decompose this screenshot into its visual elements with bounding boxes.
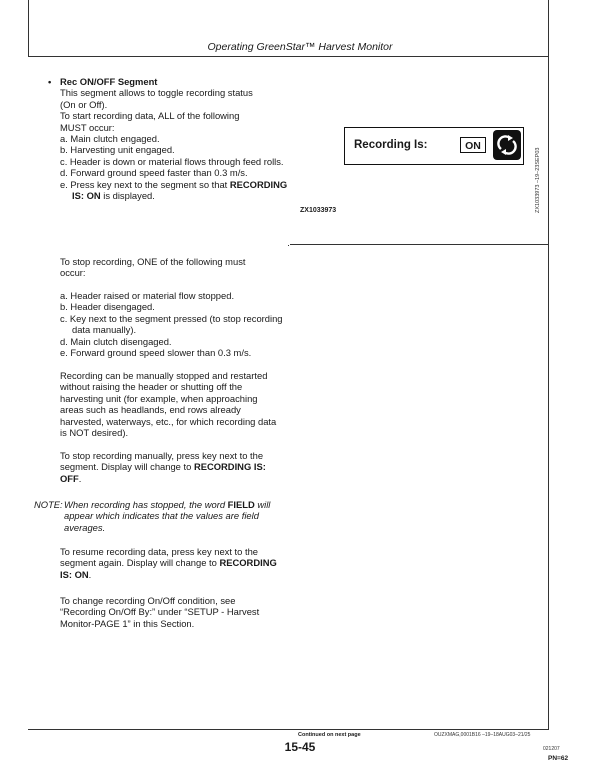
start-item-d: d. Forward ground speed faster than 0.3 m/s. [60, 167, 248, 179]
stop-manual-line-2-bold: RECORDING IS: [193, 461, 266, 473]
start-item-c: c. Header is down or material flows through feed rolls. [60, 155, 284, 167]
start-item-e [60, 179, 288, 202]
resume-line-2-text: segment again. Display will change to [60, 557, 217, 569]
stop-item-c: c. Key next to the segment pressed (to stop recording data manually). [60, 312, 283, 336]
figure-separator [290, 244, 549, 245]
start-conditions-list [60, 133, 288, 201]
document-reference: OUZXMAG,0001B16 –19–18AUG03–21/25 [434, 732, 531, 738]
stop-item-a: a. Header raised or material flow stopped. [60, 290, 235, 301]
resume-line-3-bold: IS: ON [60, 568, 89, 580]
stop-item-d: d. Main clutch disengaged. [60, 335, 172, 347]
stop-manual-line-2 [60, 461, 288, 472]
stop-item-b: b. Header disengaged. [60, 301, 155, 313]
start-item-e-bold: RECORDING IS: ON [72, 178, 288, 202]
start-item-e-suffix: is displayed. [103, 190, 155, 202]
resume-line-3-suffix: . [88, 568, 92, 580]
manual-line-1: Recording can be manually stopped and restarted [60, 370, 268, 381]
change-paragraph [60, 595, 288, 629]
start-intro-line-1: To start recording data, ALL of the following [60, 110, 240, 122]
stop-section [60, 256, 288, 279]
change-line-2: “Recording On/Off By:” under “SETUP - Harvest [60, 606, 260, 618]
resume-line-3 [60, 569, 288, 580]
footer-rule [28, 729, 549, 730]
stop-manual-line-3-suffix: . [78, 472, 82, 484]
recording-label: Recording Is: [354, 139, 428, 151]
manual-line-3: harvesting unit (for example, when approaching [60, 392, 258, 404]
note-block [34, 499, 290, 533]
start-item-a: a. Main clutch engaged. [60, 133, 160, 145]
resume-line-1: To resume recording data, press key next to the [60, 546, 259, 557]
figure-id: ZX1033973 [300, 207, 337, 214]
start-item-e-prefix: e. Press key next to the segment so that [60, 178, 228, 190]
stop-item-e: e. Forward ground speed slower than 0.3 m/s. [60, 347, 252, 359]
note-body [34, 499, 290, 533]
continued-note: Continued on next page [298, 732, 361, 738]
manual-line-5: harvested, waterways, etc., for which recording data [60, 415, 277, 427]
footer-code: 021207 [543, 746, 560, 752]
frame-right [548, 56, 549, 730]
stop-intro-line-1: To stop recording, ONE of the following must [60, 256, 246, 267]
manual-line-4: areas such as headlands, end rows already [60, 404, 241, 416]
toggle-icon [493, 130, 521, 160]
figure-rule-stub [288, 245, 289, 246]
change-line-3: Monitor-PAGE 1” in this Section. [60, 617, 195, 629]
intro-line-1: This segment allows to toggle recording status [60, 87, 253, 99]
stop-manual-line-1: To stop recording manually, press key next to the [60, 450, 264, 461]
change-line-1: To change recording On/Off condition, see [60, 595, 236, 606]
stop-conditions-list [60, 290, 288, 358]
note-suffix: will appear which indicates that the values are field averages. [64, 499, 271, 533]
note-label: NOTE: [34, 499, 63, 510]
start-item-b: b. Harvesting unit engaged. [60, 144, 175, 156]
recording-display-segment [344, 127, 524, 165]
resume-paragraph [60, 546, 288, 580]
stop-intro-line-2: occur: [60, 267, 86, 279]
section-title: Rec ON/OFF Segment [60, 76, 158, 87]
manual-line-2: without raising the header or shutting off the [60, 381, 243, 393]
rec-onoff-section: • Rec ON/OFF Segment This segment allows to toggle recording status (On or Off). To start recording data, ALL of the following MUST occur: a. Main clutch engaged. b. Harvesting unit engaged. c. Header is down or material flows through feed rolls. d. Forward ground speed faster than 0.3 m/s. e. Press key next to the segment so that RECORDING IS: ON is displayed. [48, 76, 288, 202]
stop-conditions [60, 290, 288, 358]
manual-line-6: is NOT desired). [60, 427, 129, 439]
intro-line-2: (On or Off). [60, 98, 108, 110]
start-intro-line-2: MUST occur: [60, 121, 115, 133]
recording-state-badge: ON [460, 137, 486, 153]
page-number: 15-45 [284, 740, 316, 754]
figure-side-id: ZX1033973 –19–23SEP03 [535, 147, 541, 213]
stop-manual-line-3-bold: OFF [60, 472, 79, 484]
resume-line-2-bold: RECORDING [219, 557, 277, 569]
resume-line-2 [60, 557, 288, 568]
page-header-title: Operating GreenStar™ Harvest Monitor [207, 41, 393, 53]
note-prefix: When recording has stopped, the word [64, 499, 226, 511]
stop-manual-line-3 [60, 473, 288, 484]
header-rule [28, 56, 549, 57]
stop-manual-line-2-text: segment. Display will change to [60, 461, 192, 473]
manual-paragraph [60, 370, 288, 438]
note-bold: FIELD [227, 499, 255, 511]
pn-number: PN=62 [548, 755, 569, 762]
stop-manual-paragraph [60, 450, 288, 484]
